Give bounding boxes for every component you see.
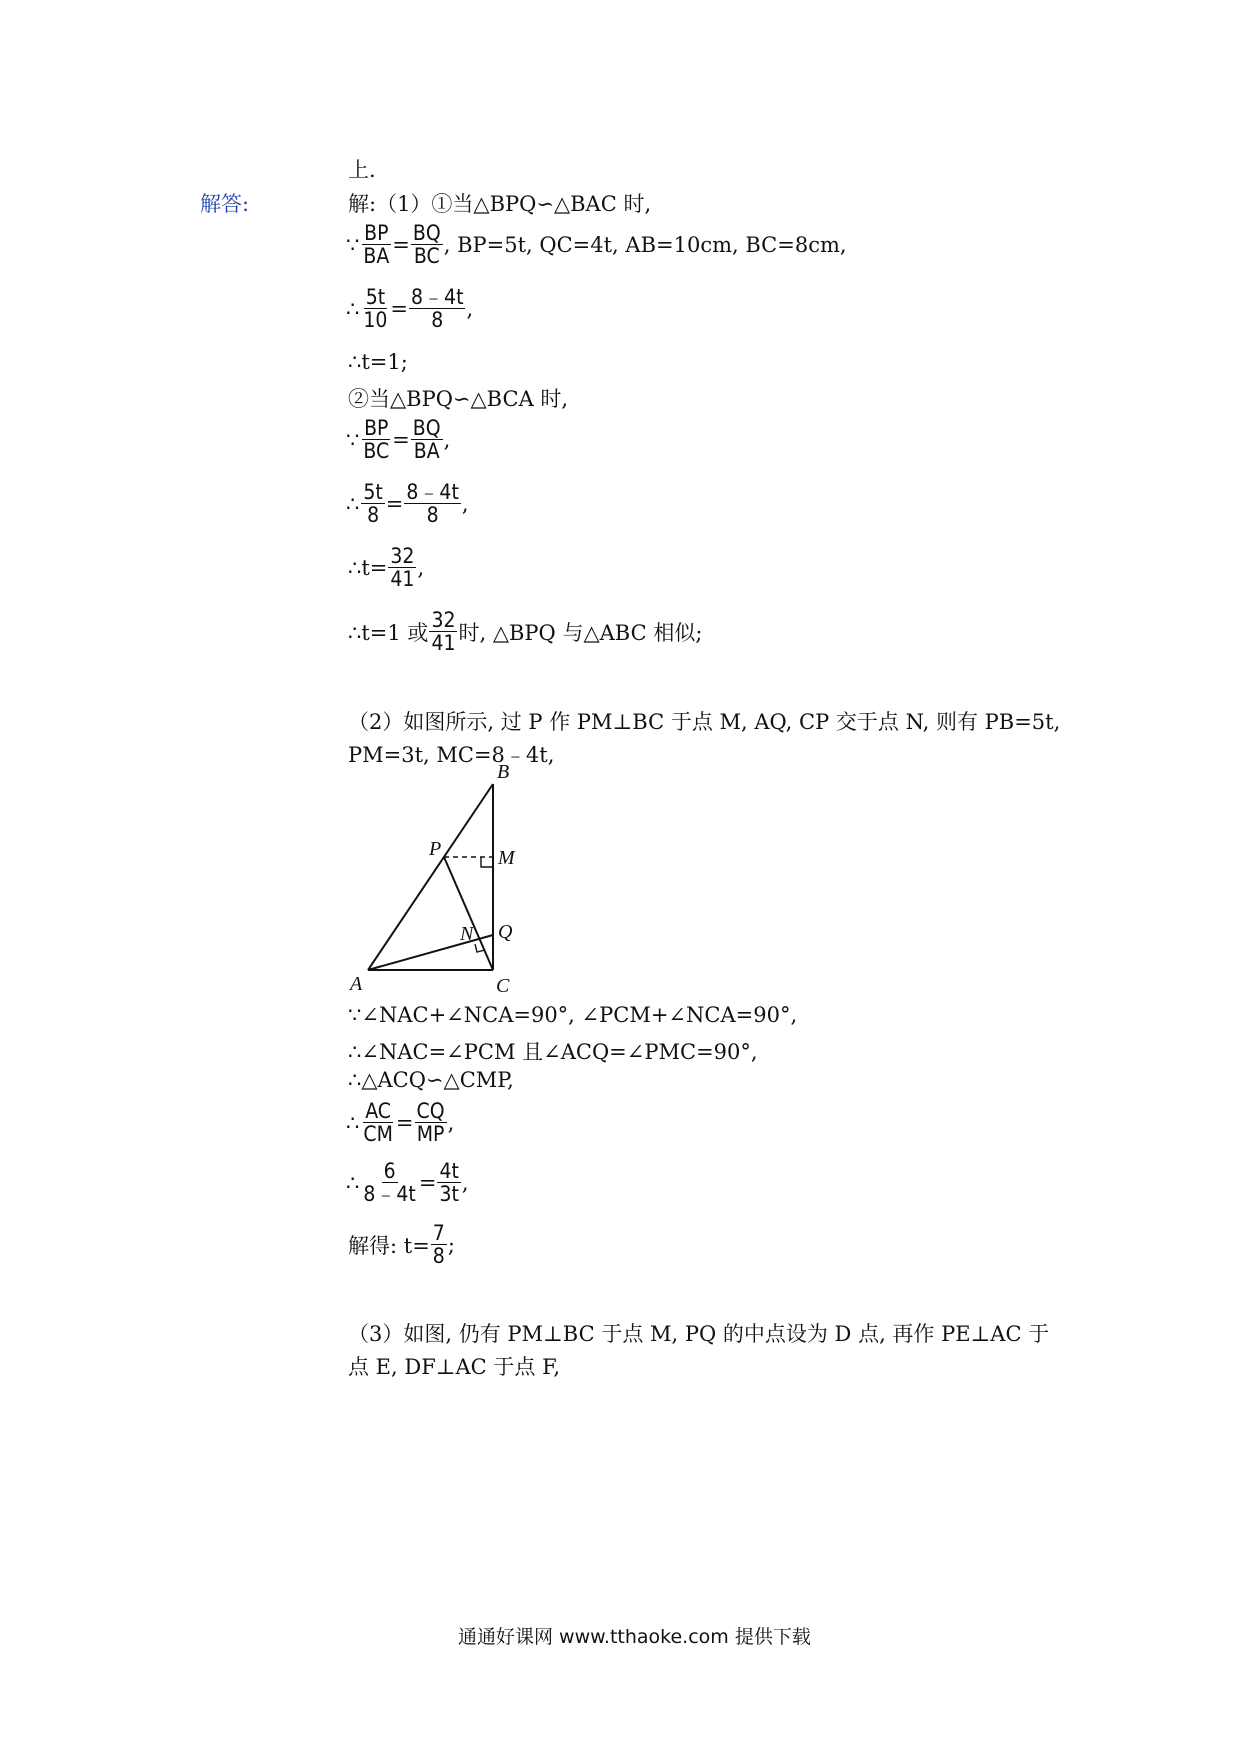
text-line: ②当△BPQ∽△BCA 时, bbox=[348, 387, 569, 411]
fraction-line: ∴ $\frac{6}{8﹣4t}$ = $\frac{4t}{3t}$ , bbox=[346, 1159, 469, 1207]
label-m: M bbox=[498, 847, 515, 869]
text-line: ∴∠NAC=∠PCM 且∠ACQ=∠PMC=90°, bbox=[348, 1040, 758, 1064]
fraction-line: ∴t=1 或 $\frac{32}{41}$ 时, △BPQ 与△ABC 相似; bbox=[348, 608, 703, 656]
label-c: C bbox=[496, 975, 510, 997]
fraction-line: 解得: t= $\frac{7}{8}$ ; bbox=[348, 1221, 455, 1269]
fraction: $\frac{7}{8}$ bbox=[432, 1221, 445, 1269]
fraction: $\frac{6}{8﹣4t}$ bbox=[363, 1159, 416, 1207]
text-line: ∵∠NAC+∠NCA=90°, ∠PCM+∠NCA=90°, bbox=[348, 1003, 798, 1027]
fraction: $\frac{5t}{10}$ bbox=[363, 285, 388, 333]
segment-aq bbox=[368, 935, 493, 970]
label-p: P bbox=[429, 838, 442, 860]
fraction-line: ∴t= $\frac{32}{41}$ , bbox=[348, 544, 425, 592]
fraction: $\frac{BP}{BA}$ bbox=[363, 221, 390, 269]
text-line: （2）如图所示, 过 P 作 PM⊥BC 于点 M, AQ, CP 交于点 N, 则有 PB=5t, bbox=[348, 710, 1061, 734]
label-n: N bbox=[460, 923, 474, 945]
fraction: $\frac{32}{41}$ bbox=[431, 608, 456, 656]
fraction: $\frac{BQ}{BA}$ bbox=[412, 416, 441, 464]
answer-label: 解答: bbox=[200, 192, 250, 216]
text-line: PM=3t, MC=8﹣4t, bbox=[348, 743, 555, 767]
fraction: $\frac{4t}{3t}$ bbox=[439, 1159, 459, 1207]
fraction: $\frac{8﹣4t}{8}$ bbox=[411, 285, 464, 333]
fraction: $\frac{CQ}{MP}$ bbox=[416, 1099, 445, 1147]
fraction-line: ∴ $\frac{5t}{10}$ = $\frac{8﹣4t}{8}$ , bbox=[346, 285, 474, 333]
fraction-line: ∵ $\frac{BP}{BA}$ = $\frac{BQ}{BC}$ , BP=5t, QC=4t, AB=10cm, BC=8cm, bbox=[346, 221, 847, 269]
label-b: B bbox=[497, 761, 510, 783]
text-line: 解:（1）①当△BPQ∽△BAC 时, bbox=[348, 192, 652, 216]
fraction: $\frac{32}{41}$ bbox=[390, 544, 415, 592]
fraction-line: ∵ $\frac{BP}{BC}$ = $\frac{BQ}{BA}$ , bbox=[346, 416, 451, 464]
text-line: （3）如图, 仍有 PM⊥BC 于点 M, PQ 的中点设为 D 点, 再作 PE⊥AC 于 bbox=[348, 1322, 1050, 1346]
label-q: Q bbox=[498, 921, 513, 943]
side-ab bbox=[368, 784, 493, 970]
text-line: ∴t=1; bbox=[348, 350, 408, 374]
text-line: 点 E, DF⊥AC 于点 F, bbox=[348, 1355, 561, 1379]
fraction: $\frac{BP}{BC}$ bbox=[363, 416, 390, 464]
fraction: $\frac{5t}{8}$ bbox=[363, 480, 383, 528]
text-line: ∴△ACQ∽△CMP, bbox=[348, 1068, 514, 1092]
fraction: $\frac{BQ}{BC}$ bbox=[412, 221, 441, 269]
segment-pc bbox=[444, 857, 493, 970]
geometry-figure bbox=[340, 760, 540, 1000]
label-a: A bbox=[350, 973, 363, 995]
text-line: 上. bbox=[348, 158, 376, 182]
fraction: $\frac{AC}{CM}$ bbox=[363, 1099, 393, 1147]
right-angle-m bbox=[481, 857, 493, 867]
page-footer: 通通好课网 www.tthaoke.com 提供下载 bbox=[458, 1626, 811, 1648]
fraction-line: ∴ $\frac{AC}{CM}$ = $\frac{CQ}{MP}$ , bbox=[346, 1099, 455, 1147]
because-symbol: ∵ bbox=[346, 232, 360, 257]
fraction: $\frac{8﹣4t}{8}$ bbox=[406, 480, 459, 528]
fraction-line: ∴ $\frac{5t}{8}$ = $\frac{8﹣4t}{8}$ , bbox=[346, 480, 469, 528]
